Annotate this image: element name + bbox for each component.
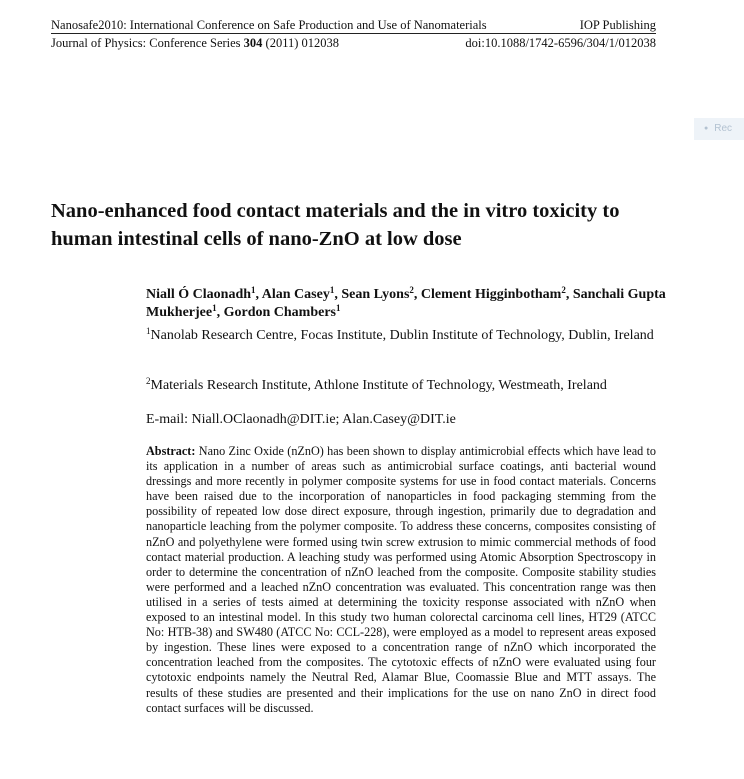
- affiliation-text: Materials Research Institute, Athlone Institute of Technology, Westmeath, Ireland: [150, 378, 607, 393]
- author-name: Gordon Chambers: [223, 305, 336, 320]
- publisher-name: IOP Publishing: [579, 18, 656, 32]
- author-name: Clement Higginbotham: [420, 287, 562, 302]
- author-name: Niall Ó Claonadh: [146, 287, 252, 302]
- journal-name: Journal of Physics: Conference Series: [51, 36, 244, 50]
- journal-year-article: (2011) 012038: [262, 36, 340, 50]
- journal-line: [51, 35, 656, 51]
- running-header: [51, 17, 656, 33]
- author-list: [146, 286, 666, 322]
- header-rule: [51, 33, 656, 34]
- author-separator: ,: [565, 287, 573, 302]
- author-separator: ,: [216, 305, 224, 320]
- author-affiliation-mark: 1: [329, 285, 335, 295]
- author-affiliation-mark: 1: [251, 285, 256, 295]
- abstract: [146, 444, 656, 716]
- author-separator: ,: [413, 287, 421, 302]
- affiliation-mark: 1: [146, 326, 151, 336]
- author-affiliation-mark: 1: [336, 303, 341, 313]
- doi: doi:10.1088/1742-6596/304/1/012038: [465, 36, 656, 50]
- side-recommend-widget[interactable]: [694, 118, 744, 140]
- journal-volume: 304: [243, 36, 263, 50]
- paper-title: Nano-enhanced food contact materials and the in vitro toxicity to human intestinal cells of nano-ZnO at low dose: [51, 200, 620, 250]
- author-affiliation-mark: 2: [561, 285, 566, 295]
- abstract-text: Nano Zinc Oxide (nZnO) has been shown to display antimicrobial effects which have lead to its application in a number of areas such as antimicrobial surface coatings, anti bacterial wound dressings and more recently in polymer composite systems for use in food contact materials. Concerns have been raised due to the incorporation of nanoparticles in food packaging stemming from the possibility of repeated low dose direct exposure, through ingestion, primarily due to degradation and nanoparticle leaching from the polymer composite. To address these concerns, composites consisting of nZnO and polyethylene were formed using twin screw extrusion to mimic commercial methods of food contact material production. A leaching study was performed using Atomic Absorption Spectroscopy in order to determine the concentration of nZnO leached from the composite. Composite stability studies were performed and a leached nZnO concentration was evaluated. This concentration range was then utilised in a series of tests aimed at determining the toxicity response associated with nZnO when exposed to an intestinal model. In this study two human colorectal carcinoma cell lines, HT29 (ATCC No: HTB-38) and SW480 (ATCC No: CCL-228), were employed as a model to represent areas exposed by ingestion. These lines were exposed to a concentration range of nZnO which incorporated the concentration leached from the composites. The cytotoxic effects of nZnO were evaluated using four cytotoxic endpoints namely the Neutral Red, Alamar Blue, Coomassie Blue and MTT assays. The results of these studies are presented and their implications for the use on nano ZnO in direct food contact surfaces will be discussed.: [146, 444, 657, 715]
- affiliation-2: [146, 377, 666, 395]
- author-name: Alan Casey: [261, 287, 330, 302]
- affiliation-mark: 2: [146, 376, 151, 386]
- author-affiliation-mark: 1: [212, 303, 217, 313]
- abstract-label: Abstract:: [146, 444, 196, 458]
- author-separator: ,: [334, 287, 342, 302]
- author-separator: ,: [255, 287, 262, 302]
- author-name: Sean Lyons: [341, 287, 410, 302]
- side-widget-label: Rec: [714, 123, 733, 134]
- author-name: Sanchali Gupta Mukherjee: [146, 287, 666, 320]
- contact-email: E-mail: Niall.OClaonadh@DIT.ie; Alan.Casey@DIT.ie: [146, 412, 456, 427]
- author-affiliation-mark: 2: [409, 285, 414, 295]
- conference-name: Nanosafe2010: International Conference on Safe Production and Use of Nanomaterials: [51, 18, 487, 32]
- affiliation-text: Nanolab Research Centre, Focas Institute, Dublin Institute of Technology, Dublin, Ireland: [150, 328, 654, 343]
- affiliation-1: [146, 327, 666, 345]
- bullet-icon: ●: [704, 125, 709, 132]
